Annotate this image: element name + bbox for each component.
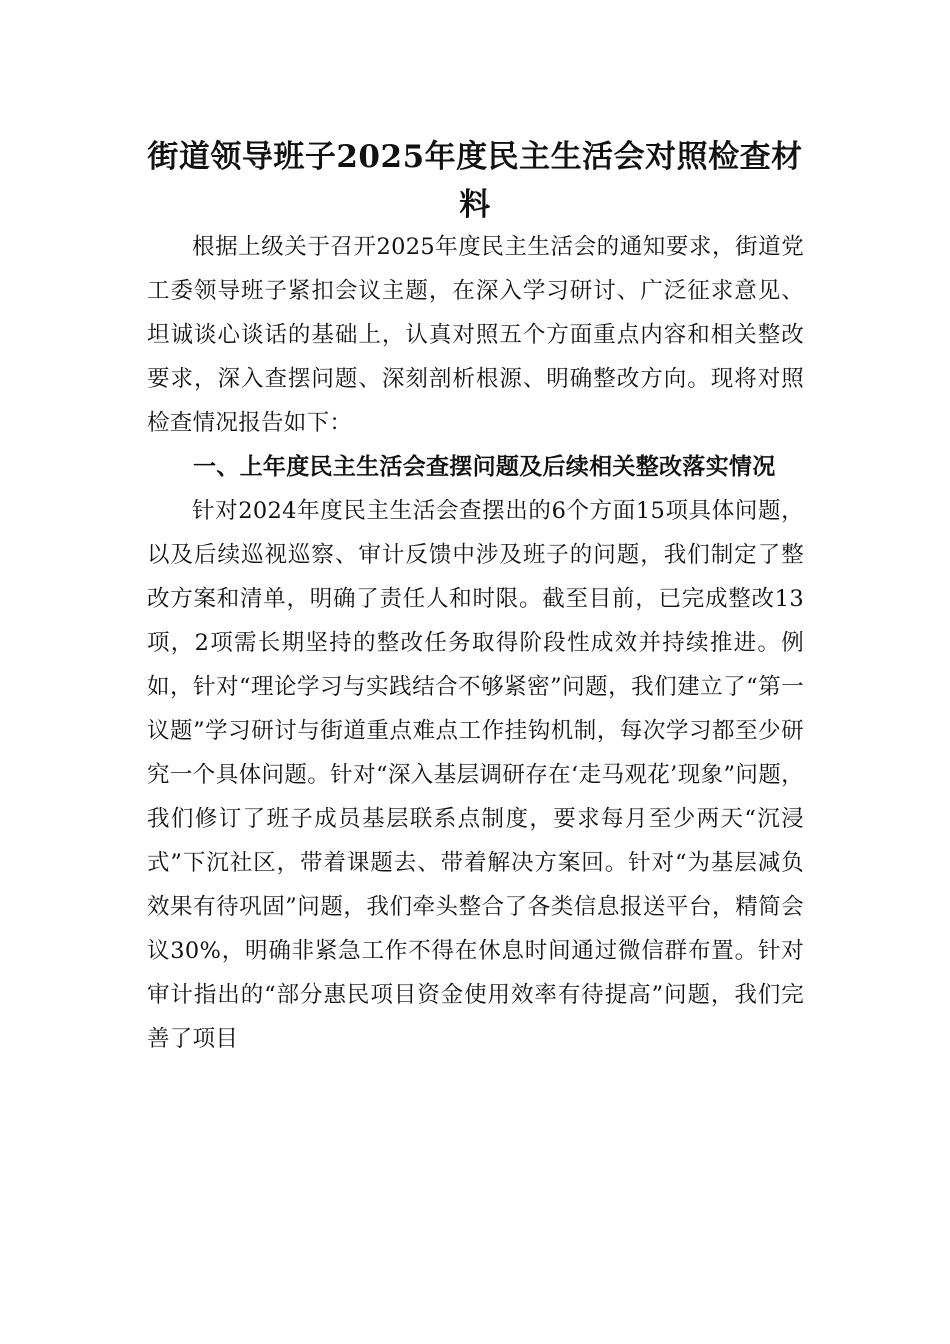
section-1-paragraph: 针对2024年度民主生活会查摆出的6个方面15项具体问题，以及后续巡视巡察、审计反馈中涉及班子的问题，我们制定了整改方案和清单，明确了责任人和时限。截至目前，已完成整改13项，2项需长期坚持的整改任务取得阶段性成效并持续推进。例如，针对“理论学习与实践结合不够紧密”问题，我们建立了“第一议题”学习研讨与街道重点难点工作挂钩机制，每次学习都至少研究一个具体问题。针对“深入基层调研存在‘走马观花’现象”问题，我们修订了班子成员基层联系点制度，要求每月至少两天“沉浸式”下沉社区，带着课题去、带着解决方案回。针对“为基层减负效果有待巩固”问题，我们牵头整合了各类信息报送平台，精简会议30%，明确非紧急工作不得在休息时间通过微信群布置。针对审计指出的“部分惠民项目资金使用效率有待提高”问题，我们完善了项目 — [147, 498, 804, 1052]
document-body — [147, 225, 804, 1061]
document-title: 街道领导班子2025年度民主生活会对照检查材料 — [147, 138, 803, 223]
section-1-heading: 一、上年度民主生活会查摆问题及后续相关整改落实情况 — [193, 453, 776, 480]
intro-paragraph: 根据上级关于召开2025年度民主生活会的通知要求，街道党工委领导班子紧扣会议主题，在深入学习研讨、广泛征求意见、坦诚谈心谈话的基础上，认真对照五个方面重点内容和相关整改要求，深入查摆问题、深刻剖析根源、明确整改方向。现将对照检查情况报告如下： — [147, 234, 804, 436]
